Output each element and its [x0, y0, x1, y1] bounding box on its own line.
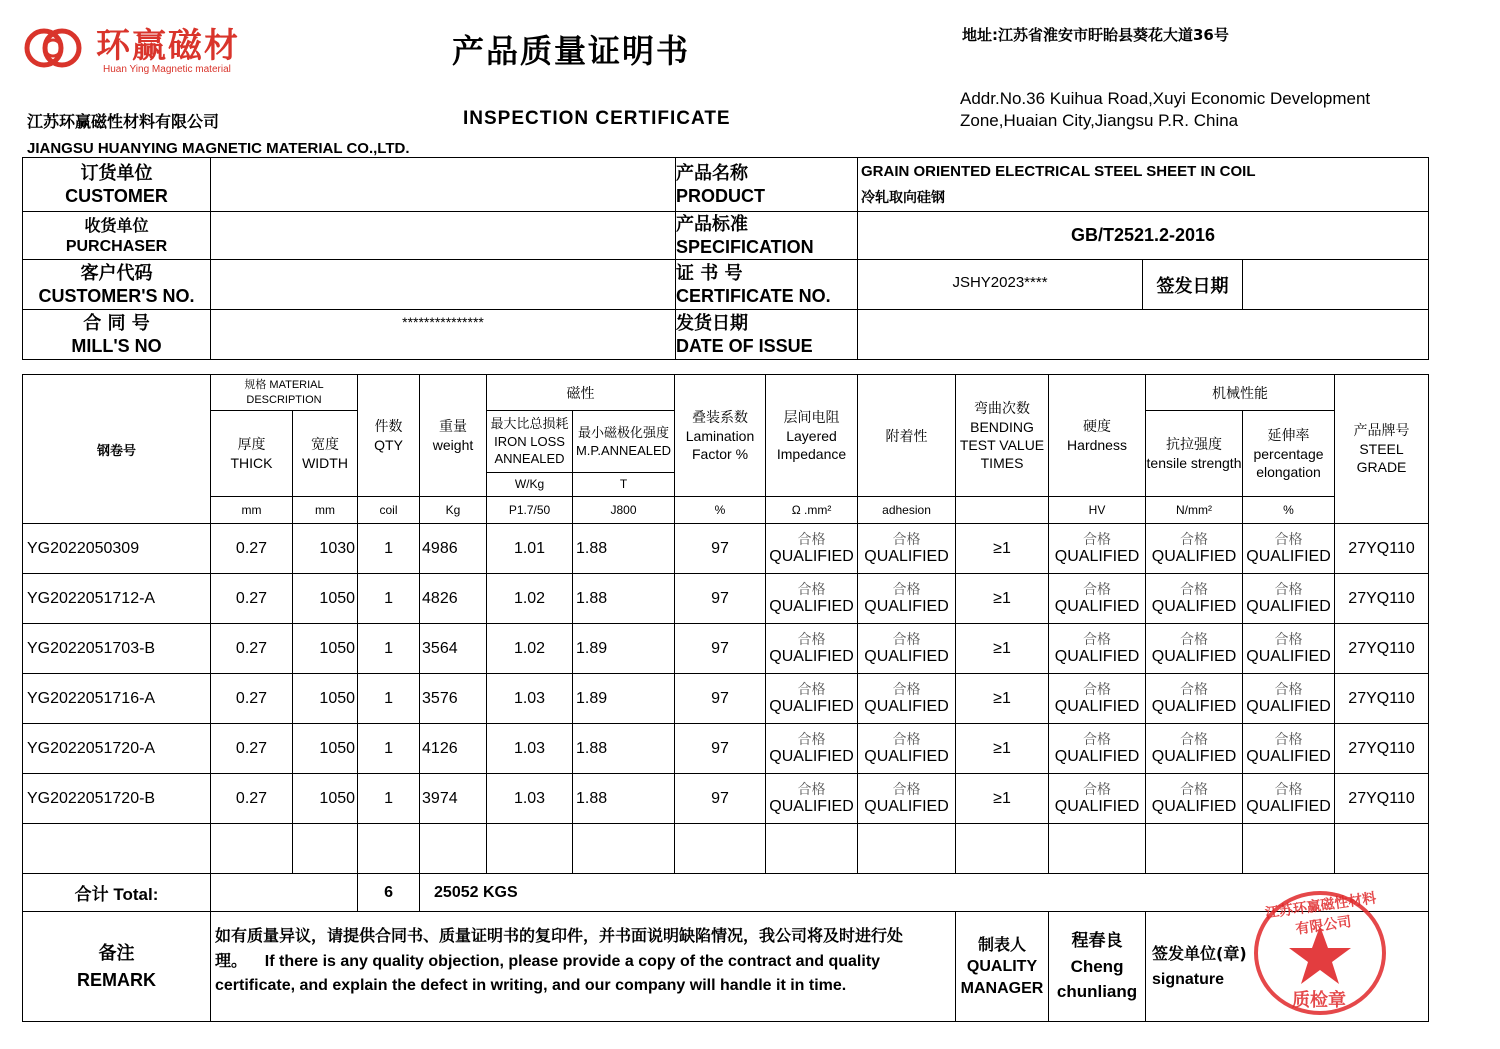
cell-adhesion	[858, 674, 956, 724]
col-width: 宽度 WIDTH	[293, 411, 358, 497]
qualified-cn: 合格	[892, 631, 921, 648]
qualified-en: QUALIFIED	[769, 797, 854, 815]
quality-manager-name: 程春良 Cheng chunliang	[1049, 912, 1146, 1022]
cell-steel-grade: 27YQ110	[1335, 624, 1429, 674]
unit-impedance: Ω .mm²	[766, 497, 858, 524]
cell-elongation	[1243, 574, 1335, 624]
cell-thick: 0.27	[211, 574, 293, 624]
cell-iron-loss: 1.03	[487, 774, 573, 824]
cell-impedance	[766, 774, 858, 824]
stamp-subtext: 质检章	[1292, 990, 1346, 1011]
cell-elongation	[1243, 624, 1335, 674]
qualified-cn: 合格	[892, 731, 921, 748]
cond-mp: J800	[573, 497, 675, 524]
customer-label: 订货单位 CUSTOMER	[23, 158, 211, 212]
qualified-cn: 合格	[797, 781, 826, 798]
cell-tensile	[1146, 624, 1243, 674]
cell-steel-grade: 27YQ110	[1335, 574, 1429, 624]
date-of-issue-label: 发货日期 DATE OF ISSUE	[676, 310, 858, 360]
purchaser-label: 收货单位 PURCHASER	[23, 212, 211, 260]
cell-impedance	[766, 674, 858, 724]
cell-coil-no: YG2022051716-A	[23, 674, 211, 724]
qualified-en: QUALIFIED	[1151, 747, 1237, 765]
cell-weight: 3576	[420, 674, 487, 724]
cell-adhesion	[858, 724, 956, 774]
cell-lamination: 97	[675, 674, 766, 724]
mill-no-label: 合 同 号 MILL'S NO	[23, 310, 211, 360]
cell-bending: ≥1	[956, 524, 1049, 574]
cell-thick: 0.27	[211, 674, 293, 724]
cell-qty: 1	[358, 724, 420, 774]
cell-qty: 1	[358, 624, 420, 674]
cell-hardness	[1049, 674, 1146, 724]
mill-no-value: ***************	[211, 310, 676, 360]
qualified-cn: 合格	[1180, 631, 1209, 648]
quality-manager-label: 制表人 QUALITY MANAGER	[956, 912, 1049, 1022]
unit-thick: mm	[211, 497, 293, 524]
col-mp-annealed: 最小磁极化强度 M.P.ANNEALED	[573, 411, 675, 473]
table-row	[23, 674, 1429, 724]
col-iron-loss: 最大比总损耗 IRON LOSS ANNEALED	[487, 411, 573, 473]
cell-coil-no: YG2022051712-A	[23, 574, 211, 624]
qualified-en: QUALIFIED	[864, 697, 949, 715]
col-bending: 弯曲次数 BENDING TEST VALUE TIMES	[956, 375, 1049, 497]
qualified-cn: 合格	[1083, 531, 1112, 548]
total-qty: 6	[358, 874, 420, 912]
cell-thick: 0.27	[211, 724, 293, 774]
qualified-en: QUALIFIED	[1246, 647, 1331, 665]
qualified-en: QUALIFIED	[1151, 647, 1237, 665]
qualified-cn: 合格	[797, 681, 826, 698]
cell-tensile	[1146, 724, 1243, 774]
specification-label: 产品标准 SPECIFICATION	[676, 212, 858, 260]
qualified-cn: 合格	[797, 631, 826, 648]
col-material-desc: 规格 MATERIAL DESCRIPTION	[211, 375, 358, 411]
cell-thick: 0.27	[211, 524, 293, 574]
col-hardness: 硬度 Hardness	[1049, 375, 1146, 497]
cell-steel-grade: 27YQ110	[1335, 724, 1429, 774]
cell-tensile	[1146, 774, 1243, 824]
qualified-en: QUALIFIED	[1054, 697, 1140, 715]
cell-coil-no: YG2022050309	[23, 524, 211, 574]
cell-lamination: 97	[675, 524, 766, 574]
qualified-cn: 合格	[1180, 581, 1209, 598]
qualified-en: QUALIFIED	[1151, 597, 1237, 615]
qualified-cn: 合格	[892, 681, 921, 698]
cell-lamination: 97	[675, 724, 766, 774]
issue-date-label: 签发日期	[1143, 260, 1243, 310]
qualified-en: QUALIFIED	[1151, 547, 1237, 565]
col-coil-no: 钢卷号	[23, 375, 211, 524]
customer-no-value	[211, 260, 676, 310]
page-title-cn: 产品质量证明书	[452, 32, 691, 70]
cell-impedance	[766, 724, 858, 774]
cell-coil-no: YG2022051720-B	[23, 774, 211, 824]
cell-qty: 1	[358, 774, 420, 824]
cell-weight: 3564	[420, 624, 487, 674]
cell-weight: 4826	[420, 574, 487, 624]
col-adhesion: 附着性	[858, 375, 956, 497]
cell-steel-grade: 27YQ110	[1335, 774, 1429, 824]
signature-cell: 签发单位(章) signature	[1146, 912, 1429, 1022]
address-en-line1: Addr.No.36 Kuihua Road,Xuyi Economic Development	[960, 89, 1371, 108]
cell-width: 1050	[293, 724, 358, 774]
qualified-cn: 合格	[1083, 581, 1112, 598]
unit-adhesion: adhesion	[858, 497, 956, 524]
logo-subtext: Huan Ying Magnetic material	[103, 64, 231, 75]
qualified-cn: 合格	[1274, 631, 1303, 648]
col-weight: 重量 weight	[420, 375, 487, 497]
cell-iron-loss: 1.03	[487, 674, 573, 724]
cell-bending: ≥1	[956, 724, 1049, 774]
total-weight: 25052 KGS	[420, 874, 1429, 912]
address-cn: 地址:江苏省淮安市盱眙县葵花大道36号	[962, 26, 1229, 44]
col-impedance: 层间电阻 Layered Impedance	[766, 375, 858, 497]
qualified-en: QUALIFIED	[1151, 797, 1237, 815]
cell-mp: 1.88	[573, 724, 675, 774]
cell-iron-loss: 1.02	[487, 624, 573, 674]
cell-width: 1050	[293, 574, 358, 624]
qualified-cn: 合格	[1180, 731, 1209, 748]
cell-elongation	[1243, 674, 1335, 724]
stamp-text: 江苏环赢磁性材料有限公司	[1264, 890, 1378, 938]
qualified-en: QUALIFIED	[864, 547, 949, 565]
qualified-en: QUALIFIED	[1246, 547, 1331, 565]
cell-steel-grade: 27YQ110	[1335, 524, 1429, 574]
table-row	[23, 724, 1429, 774]
col-thick: 厚度 THICK	[211, 411, 293, 497]
specification-value: GB/T2521.2-2016	[858, 212, 1429, 260]
qualified-cn: 合格	[1274, 681, 1303, 698]
certificate-no-label: 证 书 号 CERTIFICATE NO.	[676, 260, 858, 310]
cell-impedance	[766, 574, 858, 624]
unit-weight: Kg	[420, 497, 487, 524]
col-lamination: 叠装系数 Lamination Factor %	[675, 375, 766, 497]
page-title-en: INSPECTION CERTIFICATE	[463, 108, 731, 129]
cell-lamination: 97	[675, 624, 766, 674]
cell-impedance	[766, 524, 858, 574]
qualified-cn: 合格	[1083, 731, 1112, 748]
cell-coil-no: YG2022051720-A	[23, 724, 211, 774]
cell-thick: 0.27	[211, 624, 293, 674]
cell-width: 1050	[293, 674, 358, 724]
qualified-en: QUALIFIED	[1054, 797, 1140, 815]
cell-mp: 1.88	[573, 574, 675, 624]
cell-weight: 4986	[420, 524, 487, 574]
inspection-table	[22, 374, 1429, 1022]
unit-mp: T	[573, 473, 675, 497]
qualified-en: QUALIFIED	[1246, 797, 1331, 815]
cell-thick: 0.27	[211, 774, 293, 824]
product-value: GRAIN ORIENTED ELECTRICAL STEEL SHEET IN COIL 冷轧取向硅钢	[858, 158, 1429, 212]
date-of-issue-value	[858, 310, 1429, 360]
qualified-cn: 合格	[1274, 781, 1303, 798]
company-name-cn: 江苏环赢磁性材料有限公司	[27, 112, 220, 131]
cell-width: 1050	[293, 774, 358, 824]
table-row	[23, 524, 1429, 574]
cond-iron-loss: P1.7/50	[487, 497, 573, 524]
col-qty: 件数 QTY	[358, 375, 420, 497]
unit-elongation: %	[1243, 497, 1335, 524]
qualified-en: QUALIFIED	[864, 647, 949, 665]
address-en-line2: Zone,Huaian City,Jiangsu P.R. China	[960, 111, 1239, 130]
info-table	[22, 157, 1429, 360]
unit-bending	[956, 497, 1049, 524]
company-logo-icon	[22, 18, 86, 78]
cell-bending: ≥1	[956, 624, 1049, 674]
cell-hardness	[1049, 724, 1146, 774]
cell-weight: 4126	[420, 724, 487, 774]
cell-bending: ≥1	[956, 774, 1049, 824]
cell-qty: 1	[358, 524, 420, 574]
cell-impedance	[766, 624, 858, 674]
cell-iron-loss: 1.01	[487, 524, 573, 574]
total-label: 合计 Total:	[23, 874, 211, 912]
table-row	[23, 624, 1429, 674]
qualified-cn: 合格	[892, 581, 921, 598]
cell-mp: 1.88	[573, 774, 675, 824]
cell-hardness	[1049, 624, 1146, 674]
qualified-en: QUALIFIED	[769, 597, 854, 615]
logo-text: 环赢磁材	[96, 26, 240, 66]
cell-coil-no: YG2022051703-B	[23, 624, 211, 674]
table-row	[23, 574, 1429, 624]
qualified-en: QUALIFIED	[1246, 697, 1331, 715]
cell-iron-loss: 1.03	[487, 724, 573, 774]
qualified-cn: 合格	[1274, 581, 1303, 598]
qualified-cn: 合格	[797, 581, 826, 598]
qualified-cn: 合格	[1180, 681, 1209, 698]
unit-lamination: %	[675, 497, 766, 524]
qualified-en: QUALIFIED	[864, 747, 949, 765]
qualified-en: QUALIFIED	[769, 647, 854, 665]
qualified-cn: 合格	[1180, 781, 1209, 798]
qualified-cn: 合格	[797, 531, 826, 548]
col-steel-grade: 产品牌号 STEEL GRADE	[1335, 375, 1429, 524]
col-mechanical: 机械性能	[1146, 375, 1335, 411]
qualified-cn: 合格	[1083, 631, 1112, 648]
qualified-en: QUALIFIED	[864, 797, 949, 815]
company-name-en: JIANGSU HUANYING MAGNETIC MATERIAL CO.,LTD.	[27, 140, 410, 157]
unit-qty: coil	[358, 497, 420, 524]
cell-mp: 1.88	[573, 524, 675, 574]
cell-elongation	[1243, 774, 1335, 824]
cell-width: 1050	[293, 624, 358, 674]
cell-width: 1030	[293, 524, 358, 574]
qualified-en: QUALIFIED	[1054, 547, 1140, 565]
qualified-cn: 合格	[1083, 681, 1112, 698]
col-magnetic: 磁性	[487, 375, 675, 411]
qualified-en: QUALIFIED	[769, 697, 854, 715]
purchaser-value	[211, 212, 676, 260]
col-tensile: 抗拉强度 tensile strength	[1146, 411, 1243, 497]
qualified-en: QUALIFIED	[864, 597, 949, 615]
cell-hardness	[1049, 574, 1146, 624]
cell-hardness	[1049, 774, 1146, 824]
cell-elongation	[1243, 524, 1335, 574]
cell-adhesion	[858, 774, 956, 824]
cell-adhesion	[858, 624, 956, 674]
cell-bending: ≥1	[956, 674, 1049, 724]
certificate-no-value: JSHY2023****	[858, 260, 1143, 310]
cell-iron-loss: 1.02	[487, 574, 573, 624]
cell-hardness	[1049, 524, 1146, 574]
cell-adhesion	[858, 524, 956, 574]
customer-value	[211, 158, 676, 212]
cell-lamination: 97	[675, 574, 766, 624]
qualified-en: QUALIFIED	[1246, 597, 1331, 615]
unit-iron-loss: W/Kg	[487, 473, 573, 497]
remark-text: 如有质量异议，请提供合同书、质量证明书的复印件，并书面说明缺陷情况，我公司将及时进行处理。 If there is any quality objection, please provide a copy of the contract and quality certificate, and explain the defect in writing, and our company will handle it in time.	[211, 912, 956, 1022]
qualified-en: QUALIFIED	[1054, 647, 1140, 665]
cell-tensile	[1146, 674, 1243, 724]
cell-weight: 3974	[420, 774, 487, 824]
cell-tensile	[1146, 574, 1243, 624]
unit-hardness: HV	[1049, 497, 1146, 524]
cell-adhesion	[858, 574, 956, 624]
cell-qty: 1	[358, 674, 420, 724]
product-label: 产品名称 PRODUCT	[676, 158, 858, 212]
cell-elongation	[1243, 724, 1335, 774]
issue-date-value	[1243, 260, 1429, 310]
empty-row-cell	[23, 824, 211, 874]
qualified-cn: 合格	[797, 731, 826, 748]
remark-label: 备注 REMARK	[23, 912, 211, 1022]
qualified-en: QUALIFIED	[1054, 747, 1140, 765]
cell-lamination: 97	[675, 774, 766, 824]
col-elongation: 延伸率 percentage elongation	[1243, 411, 1335, 497]
qualified-en: QUALIFIED	[1246, 747, 1331, 765]
qualified-en: QUALIFIED	[769, 747, 854, 765]
qualified-cn: 合格	[1180, 531, 1209, 548]
unit-tensile: N/mm²	[1146, 497, 1243, 524]
cell-bending: ≥1	[956, 574, 1049, 624]
qualified-en: QUALIFIED	[769, 547, 854, 565]
customer-no-label: 客户代码 CUSTOMER'S NO.	[23, 260, 211, 310]
cell-steel-grade: 27YQ110	[1335, 674, 1429, 724]
cell-mp: 1.89	[573, 674, 675, 724]
cell-qty: 1	[358, 574, 420, 624]
qualified-cn: 合格	[892, 781, 921, 798]
qualified-cn: 合格	[892, 531, 921, 548]
cell-mp: 1.89	[573, 624, 675, 674]
cell-tensile	[1146, 524, 1243, 574]
unit-width: mm	[293, 497, 358, 524]
qualified-en: QUALIFIED	[1151, 697, 1237, 715]
qualified-cn: 合格	[1274, 531, 1303, 548]
qualified-cn: 合格	[1274, 731, 1303, 748]
qualified-en: QUALIFIED	[1054, 597, 1140, 615]
qualified-cn: 合格	[1083, 781, 1112, 798]
table-row	[23, 774, 1429, 824]
